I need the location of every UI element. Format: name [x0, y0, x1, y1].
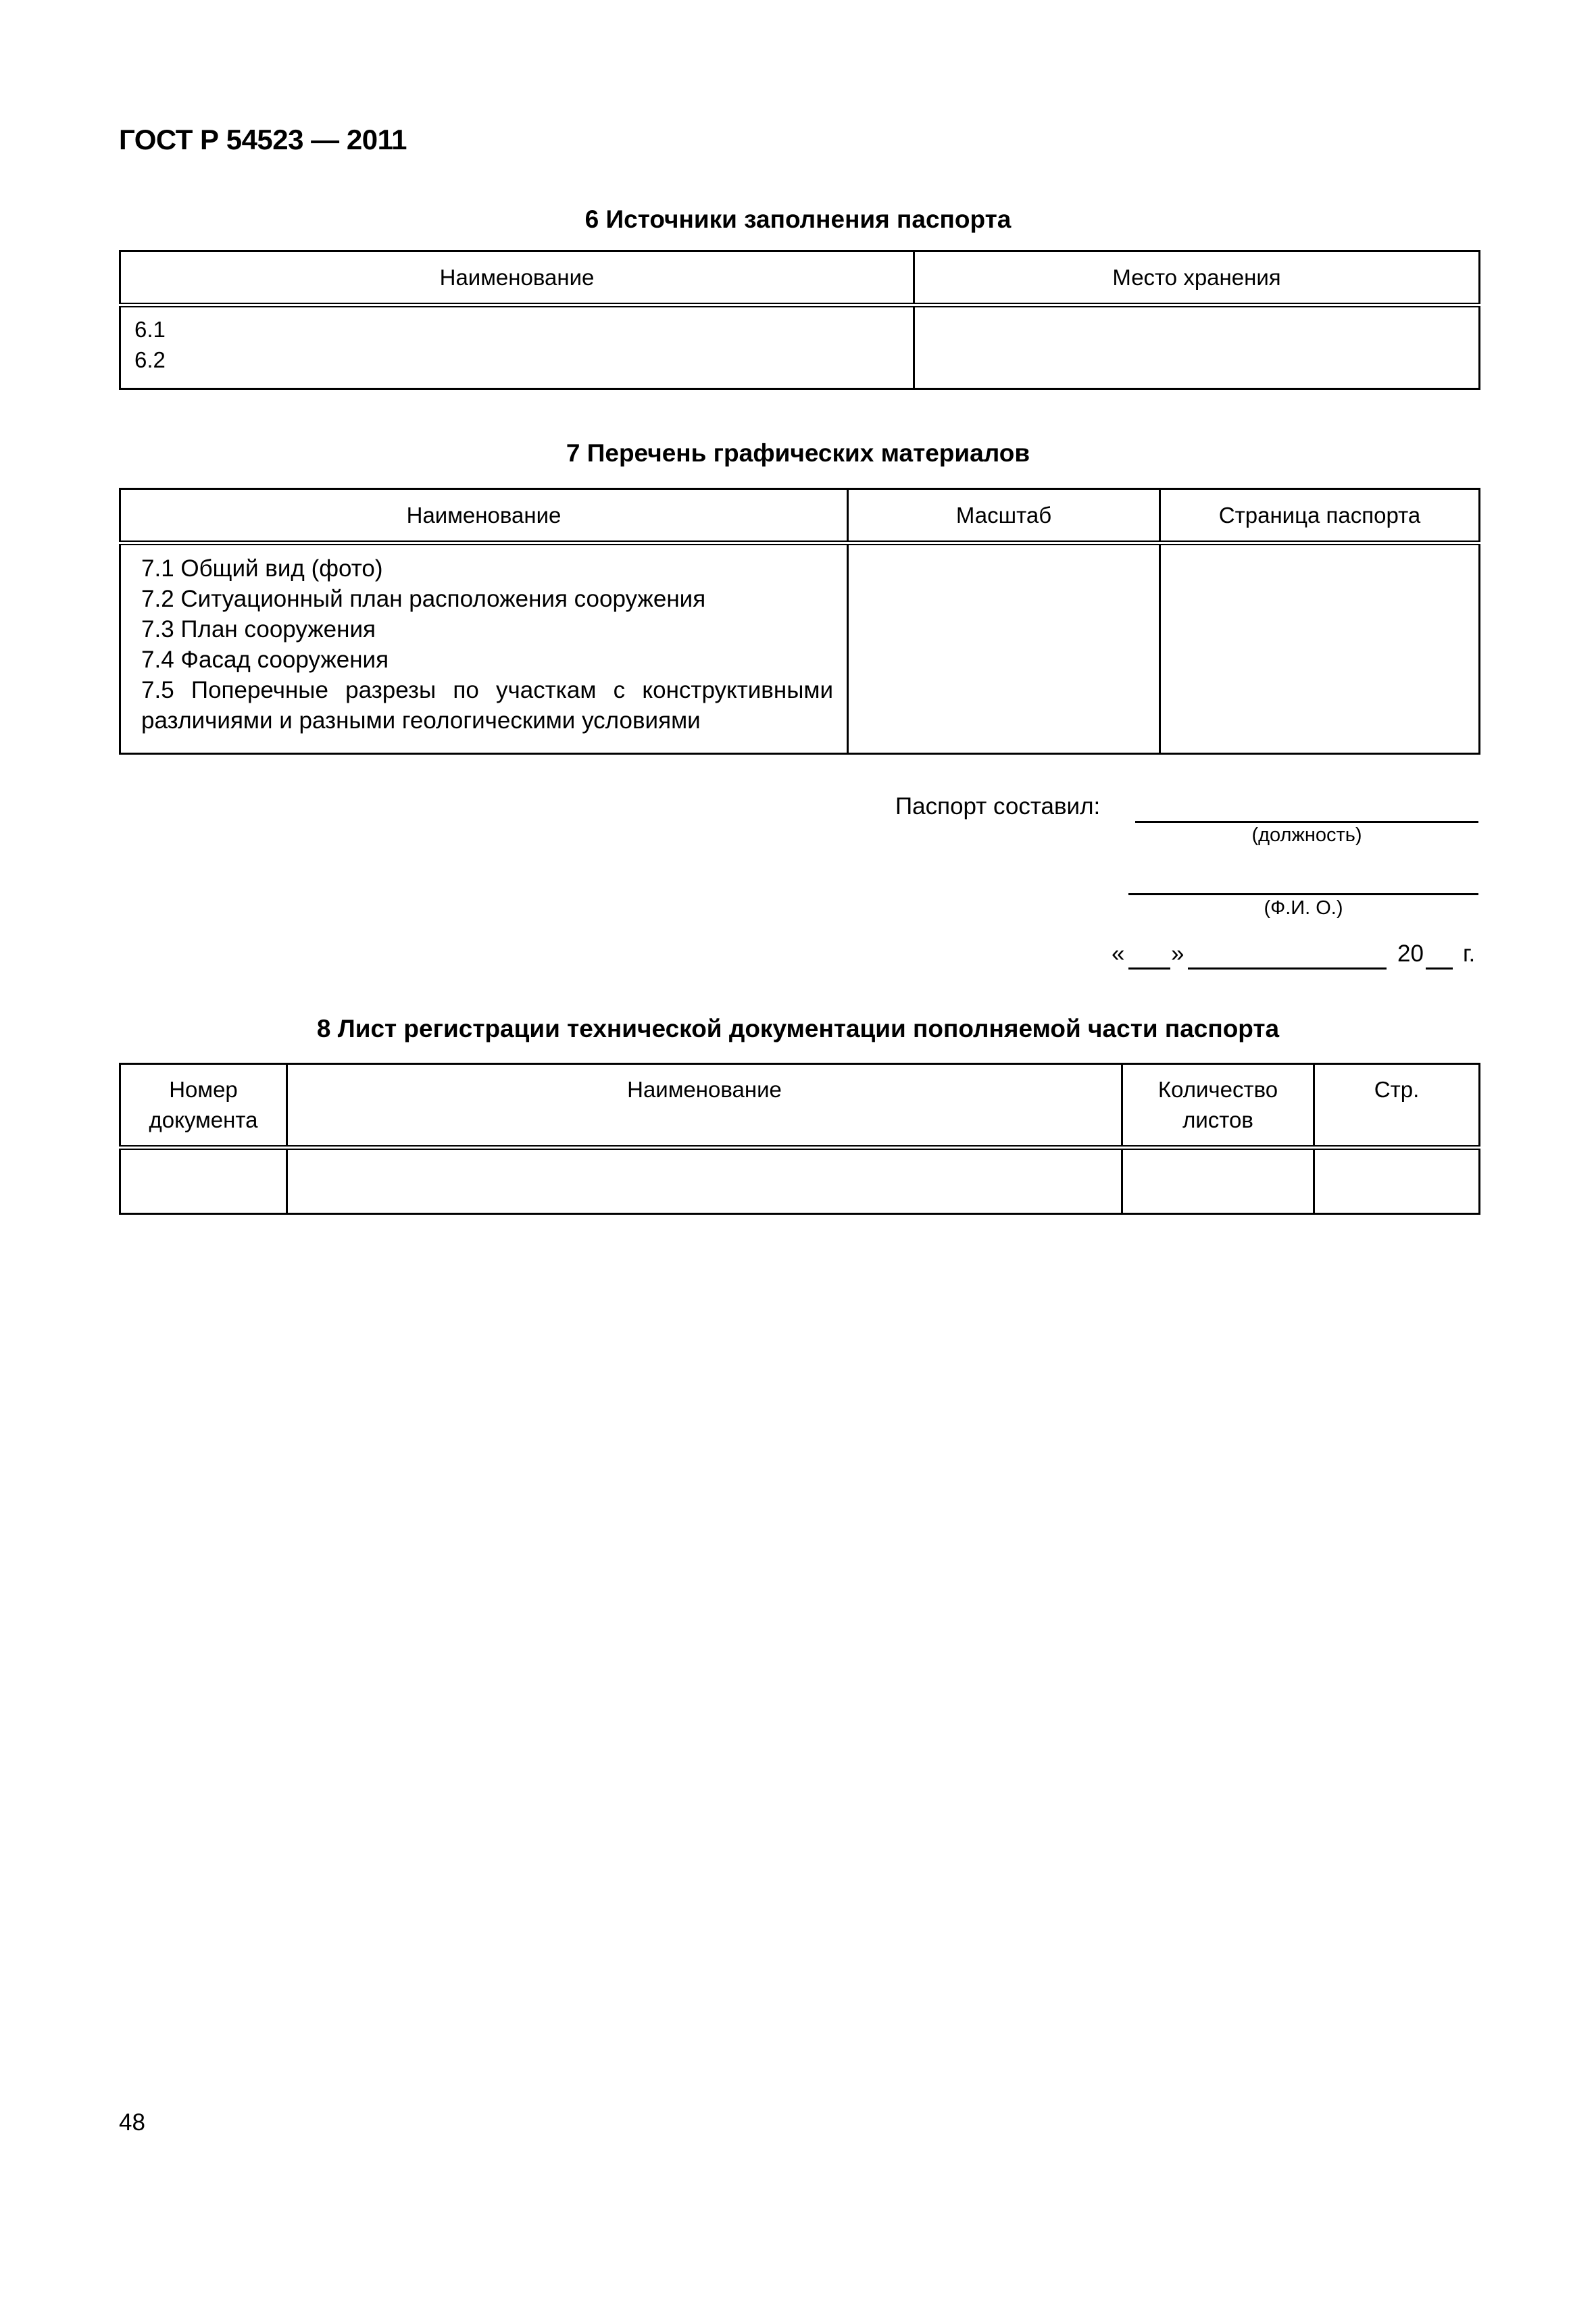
list-item: 7.2 Ситуационный план расположения сооружения — [141, 586, 706, 612]
scale-cell — [848, 543, 1160, 754]
sources-table-header — [120, 251, 1480, 305]
list-item: 7.5 Поперечные разрезы по участкам с конструктивными — [141, 677, 833, 703]
compiled-by-label: Паспорт составил: — [895, 793, 1101, 820]
document-standard-number: ГОСТ Р 54523 — 2011 — [119, 124, 407, 155]
graphics-table-header — [120, 489, 1480, 543]
column-header-doc-number: Номер документа — [120, 1064, 287, 1148]
list-item: различиями и разными геологическими условиями — [141, 707, 701, 734]
section-7-title: 7 Перечень графических материалов — [566, 439, 1030, 467]
name-caption: (Ф.И. О.) — [1264, 897, 1343, 919]
column-header-name: Наименование — [287, 1064, 1122, 1148]
name-signature-line[interactable] — [1128, 893, 1478, 895]
page-cell — [1160, 543, 1480, 754]
graphics-name-cell — [120, 543, 848, 754]
list-item: 7.1 Общий вид (фото) — [141, 555, 383, 582]
page-number: 48 — [119, 2109, 145, 2136]
list-item: 6.1 — [134, 317, 166, 342]
column-header-storage: Место хранения — [914, 251, 1480, 305]
date-month-line[interactable] — [1188, 967, 1387, 970]
sources-table — [119, 250, 1480, 390]
position-signature-line[interactable] — [1135, 821, 1478, 823]
sources-name-cell — [120, 305, 914, 389]
list-item: 7.4 Фасад сооружения — [141, 647, 389, 673]
list-item: 7.3 План сооружения — [141, 616, 376, 643]
page-cell — [1314, 1148, 1480, 1214]
column-header-name: Наименование — [120, 489, 848, 543]
registration-table — [119, 1063, 1480, 1215]
date-close-quote: » — [1171, 940, 1184, 967]
registration-table-header — [120, 1064, 1480, 1148]
table-row — [120, 1148, 1480, 1214]
column-header-name: Наименование — [120, 251, 914, 305]
doc-number-cell — [120, 1148, 287, 1214]
date-open-quote: « — [1112, 940, 1125, 967]
storage-cell — [914, 305, 1480, 389]
position-caption: (должность) — [1251, 824, 1362, 846]
column-header-sheet-count: Количество листов — [1122, 1064, 1314, 1148]
section-6-title: 6 Источники заполнения паспорта — [584, 205, 1012, 233]
graphics-table — [119, 488, 1480, 755]
table-row — [120, 305, 1480, 389]
list-item: 6.2 — [134, 347, 166, 372]
date-century: 20 — [1397, 940, 1424, 967]
date-year-suffix: г. — [1463, 940, 1476, 967]
date-day-line[interactable] — [1128, 967, 1170, 970]
column-header-scale: Масштаб — [848, 489, 1160, 543]
table-row — [120, 543, 1480, 754]
doc-name-cell — [287, 1148, 1122, 1214]
column-header-page: Стр. — [1314, 1064, 1480, 1148]
column-header-page: Страница паспорта — [1160, 489, 1480, 543]
section-8-title: 8 Лист регистрации технической документации пополняемой части паспорта — [316, 1015, 1280, 1042]
date-year-line[interactable] — [1426, 967, 1453, 970]
sheet-count-cell — [1122, 1148, 1314, 1214]
